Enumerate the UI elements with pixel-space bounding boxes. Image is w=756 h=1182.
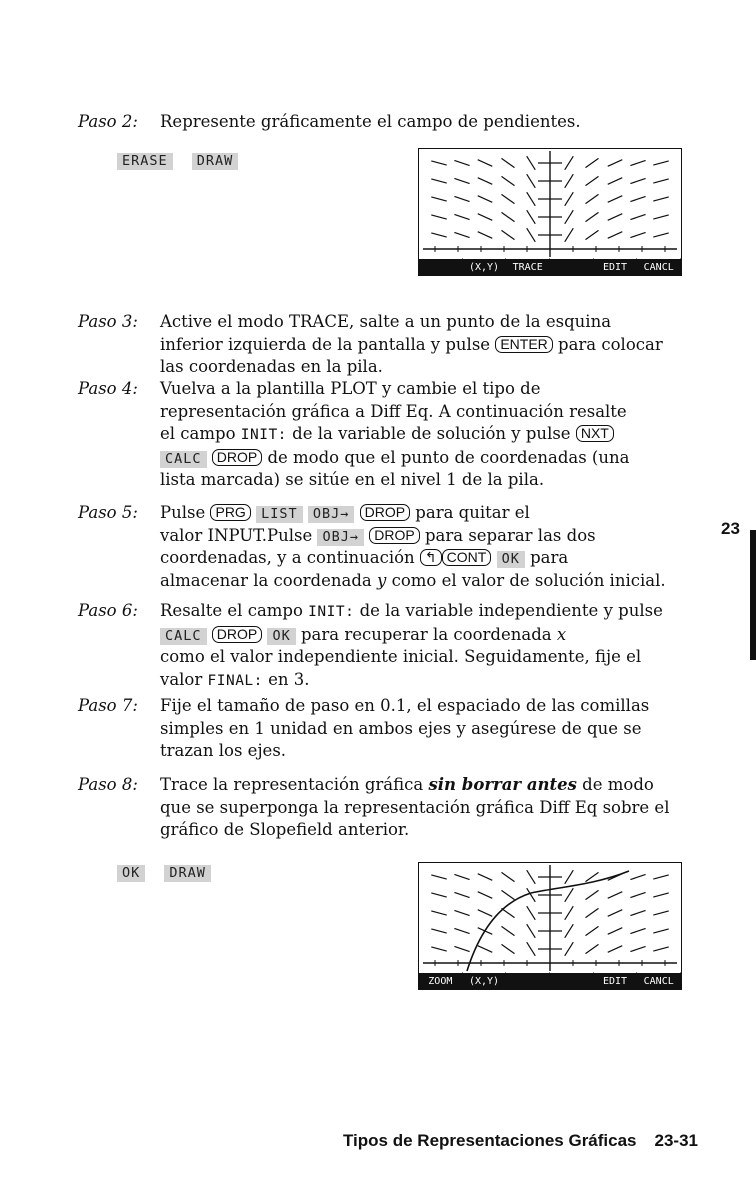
plot-stroke — [565, 906, 574, 920]
text-run: trazan los ejes. — [160, 741, 287, 760]
text-line — [160, 695, 716, 718]
text-run — [354, 503, 359, 522]
plot-stroke — [478, 196, 493, 203]
text-run: como el valor independiente inicial. Seguidamente, fije el — [160, 647, 642, 666]
plot-stroke — [431, 911, 446, 915]
plot-stroke — [585, 944, 598, 953]
text-line — [160, 570, 716, 593]
field-name: FINAL: — [207, 672, 263, 689]
plot-stroke — [608, 232, 623, 239]
text-line — [160, 401, 716, 424]
softkey-list[interactable]: LIST — [256, 506, 303, 523]
text-line — [160, 447, 716, 470]
text-line — [160, 111, 716, 134]
plot-stroke — [585, 926, 598, 935]
softkey-menu-1 — [117, 150, 252, 170]
plot-stroke — [431, 161, 446, 165]
text-line — [160, 646, 716, 669]
plot-stroke — [431, 893, 446, 897]
plot-stroke — [478, 160, 493, 167]
text-run: almacenar la coordenada — [160, 570, 377, 590]
softkey-ok[interactable]: OK — [497, 551, 525, 568]
text-line — [160, 502, 716, 525]
step-text — [160, 378, 716, 492]
math-variable: x — [556, 624, 567, 644]
text-run: Pulse — [160, 503, 211, 522]
screen-menu-2[interactable]: (X,Y) — [463, 972, 507, 989]
text-line — [160, 740, 716, 763]
step-text — [160, 311, 716, 379]
key-cont-button[interactable]: CONT — [442, 549, 492, 566]
plot-stroke — [431, 215, 446, 219]
plot-stroke — [565, 210, 574, 224]
screen-menu-4[interactable] — [550, 258, 594, 275]
plot-stroke — [431, 947, 446, 951]
plot-stroke — [653, 893, 668, 897]
plot-stroke — [653, 947, 668, 951]
plot-stroke — [527, 888, 536, 902]
plot-stroke — [653, 179, 668, 183]
softkey-obj[interactable]: OBJ→ — [317, 529, 364, 546]
plot-stroke — [454, 928, 469, 933]
plot-stroke — [527, 942, 536, 956]
step-text — [160, 111, 716, 134]
plot-stroke — [454, 232, 469, 237]
screen-menu-3[interactable] — [506, 972, 550, 989]
key-nxt-button[interactable]: NXT — [576, 425, 614, 442]
plot-stroke — [630, 910, 645, 915]
text-run: Vuelva a la plantilla PLOT y cambie el tipo de — [160, 379, 541, 398]
plot-stroke — [501, 158, 514, 167]
softkey-obj[interactable]: OBJ→ — [308, 506, 355, 523]
plot-stroke — [630, 178, 645, 183]
plot-stroke — [454, 946, 469, 951]
text-run: las coordenadas en la pila. — [160, 357, 383, 376]
plot-stroke — [478, 910, 493, 917]
step-label: Paso 6: — [78, 601, 138, 620]
text-run: gráfico de Slopefield anterior. — [160, 820, 410, 839]
plot-stroke — [630, 946, 645, 951]
plot-stroke — [454, 892, 469, 897]
plot-stroke — [608, 928, 623, 935]
plot-stroke — [608, 946, 623, 953]
plot-stroke — [527, 228, 536, 242]
plot-stroke — [630, 892, 645, 897]
text-run: representación gráfica a Diff Eq. A continuación resalte — [160, 401, 627, 421]
text-run: Fije el tamaño de paso en 0.1, el espaciado de las comillas — [160, 696, 650, 715]
text-line — [160, 423, 716, 447]
screen-menu-2[interactable]: (X,Y) — [463, 258, 507, 275]
step-text — [160, 502, 716, 592]
text-run: inferior izquierda de la pantalla y pulse — [160, 334, 496, 354]
plot-stroke — [653, 875, 668, 879]
screen-menu-6[interactable]: CANCL — [637, 258, 681, 275]
plot-stroke — [527, 192, 536, 206]
screen-menu-5[interactable]: EDIT — [594, 258, 638, 275]
text-run: Represente gráficamente el campo de pendientes. — [160, 112, 581, 131]
plot-stroke — [467, 871, 629, 971]
plot-stroke — [630, 214, 645, 219]
plot-stroke — [431, 197, 446, 201]
text-run: coordenadas, y a continuación — [160, 548, 420, 567]
softkey-menu-2 — [117, 862, 225, 882]
chapter-tab-bar — [750, 530, 756, 660]
plot-stroke — [585, 230, 598, 239]
plot-stroke — [630, 874, 645, 879]
plot-stroke — [527, 210, 536, 224]
plot-stroke — [565, 942, 574, 956]
plot-stroke — [478, 214, 493, 221]
plot-stroke — [630, 196, 645, 201]
text-run: de modo — [576, 775, 654, 794]
plot-stroke — [653, 215, 668, 219]
text-run: Active el modo TRACE, salte a un punto de la esquina — [160, 312, 612, 331]
text-run: para recuperar la coordenada — [295, 624, 557, 644]
field-name: INIT: — [308, 604, 355, 620]
text-line — [160, 797, 716, 820]
text-run: lista marcada) se sitúe en el nivel 1 de la pila. — [160, 470, 545, 489]
plot-stroke — [501, 908, 514, 917]
plot-stroke — [585, 212, 598, 221]
plot-stroke — [630, 928, 645, 933]
text-run: de la variable de solución y pulse — [286, 424, 576, 443]
plot-stroke — [565, 156, 574, 170]
plot-stroke — [653, 233, 668, 237]
screen-menu-1[interactable] — [419, 258, 463, 275]
plot-stroke — [653, 197, 668, 201]
screen-menu-bar — [419, 258, 681, 275]
plot-stroke — [454, 874, 469, 879]
screen-menu-bar — [419, 972, 681, 989]
step-text — [160, 774, 716, 842]
softkey-calc[interactable]: CALC — [160, 451, 207, 468]
plot-stroke — [585, 194, 598, 203]
plot-stroke — [527, 174, 536, 188]
plot-stroke — [454, 178, 469, 183]
softkey-calc[interactable]: CALC — [160, 628, 207, 645]
text-run: para quitar el — [410, 503, 530, 522]
step-text — [160, 600, 716, 692]
text-run: para colocar — [552, 334, 663, 354]
key-drop-button[interactable]: DROP — [360, 504, 410, 521]
text-run: que se superponga la representación gráfica Diff Eq sobre el — [160, 797, 670, 817]
page-footer — [343, 1131, 698, 1151]
text-run: como el valor de solución inicial. — [386, 570, 666, 590]
key-drop-button[interactable]: DROP — [212, 626, 262, 643]
plot-stroke — [501, 890, 514, 899]
text-run: en 3. — [262, 669, 310, 689]
field-name: INIT: — [240, 427, 287, 443]
text-line — [160, 600, 716, 624]
plot-stroke — [585, 890, 598, 899]
plot-stroke — [478, 178, 493, 185]
plot-stroke — [565, 870, 574, 884]
plot-stroke — [527, 156, 536, 170]
left-shift-key-button[interactable]: ↰ — [420, 549, 442, 566]
plot-stroke — [608, 910, 623, 917]
text-line — [160, 311, 716, 334]
plot-stroke — [431, 929, 446, 933]
slopefield-plot — [419, 149, 681, 259]
step-label: Paso 4: — [78, 379, 138, 398]
plot-stroke — [585, 176, 598, 185]
text-run: de la variable independiente y pulse — [354, 601, 663, 620]
plot-stroke — [478, 874, 493, 881]
screen-menu-3[interactable]: TRACE — [506, 258, 550, 275]
plot-stroke — [653, 911, 668, 915]
plot-stroke — [527, 924, 536, 938]
plot-stroke — [478, 946, 493, 953]
plot-stroke — [585, 158, 598, 167]
plot-stroke — [565, 174, 574, 188]
plot-stroke — [527, 870, 536, 884]
text-line — [160, 624, 716, 647]
plot-stroke — [608, 160, 623, 167]
text-line — [160, 469, 716, 492]
text-line — [160, 819, 716, 842]
chapter-number: 23 — [721, 519, 740, 538]
step-label: Paso 3: — [78, 312, 138, 331]
plot-stroke — [431, 233, 446, 237]
screen-menu-6[interactable]: CANCL — [637, 972, 681, 989]
step-text — [160, 695, 716, 763]
plot-stroke — [608, 178, 623, 185]
key-prg-button[interactable]: PRG — [210, 504, 250, 521]
plot-stroke — [431, 179, 446, 183]
plot-stroke — [608, 196, 623, 203]
calculator-screen-diffeq — [418, 862, 682, 990]
text-run: para separar las dos — [419, 525, 596, 545]
plot-stroke — [454, 196, 469, 201]
plot-stroke — [527, 906, 536, 920]
plot-stroke — [478, 232, 493, 239]
text-run: para — [524, 548, 569, 567]
emphasis: sin borrar antes — [428, 775, 577, 794]
step-label: Paso 7: — [78, 696, 138, 715]
diffeq-plot — [419, 863, 681, 973]
text-run: valor — [160, 669, 208, 689]
plot-stroke — [454, 910, 469, 915]
plot-stroke — [454, 160, 469, 165]
plot-stroke — [501, 194, 514, 203]
plot-stroke — [501, 230, 514, 239]
text-line — [160, 334, 716, 357]
softkey-ok[interactable]: OK — [267, 628, 295, 645]
ok-softkey[interactable]: OK — [117, 865, 145, 882]
plot-stroke — [608, 892, 623, 899]
plot-stroke — [653, 929, 668, 933]
text-run: valor INPUT.Pulse — [160, 525, 318, 545]
plot-stroke — [565, 888, 574, 902]
text-line — [160, 774, 716, 797]
draw-softkey[interactable]: DRAW — [164, 865, 211, 882]
key-enter-button[interactable]: ENTER — [495, 336, 552, 353]
text-run: el campo — [160, 424, 241, 443]
erase-softkey[interactable]: ERASE — [117, 153, 173, 170]
screen-menu-4[interactable] — [550, 972, 594, 989]
screen-menu-5[interactable]: EDIT — [594, 972, 638, 989]
plot-stroke — [501, 926, 514, 935]
text-run: Resalte el campo — [160, 601, 309, 620]
plot-stroke — [501, 212, 514, 221]
key-drop-button[interactable]: DROP — [369, 527, 419, 544]
calculator-screen-slopefield — [418, 148, 682, 276]
draw-softkey[interactable]: DRAW — [192, 153, 239, 170]
plot-stroke — [565, 228, 574, 242]
text-line — [160, 356, 716, 379]
plot-stroke — [630, 232, 645, 237]
plot-stroke — [565, 924, 574, 938]
footer-title: Tipos de Representaciones Gráficas — [342, 1131, 637, 1150]
plot-stroke — [431, 875, 446, 879]
plot-stroke — [653, 161, 668, 165]
screen-menu-1[interactable]: ZOOM — [419, 972, 463, 989]
plot-stroke — [630, 160, 645, 165]
text-line — [160, 547, 716, 570]
text-run: de modo que el punto de coordenadas (una — [262, 447, 630, 467]
text-line — [160, 378, 716, 401]
step-label: Paso 2: — [78, 112, 138, 131]
text-run: simples en 1 unidad en ambos ejes y asegúrese de que se — [160, 718, 642, 738]
plot-stroke — [501, 944, 514, 953]
plot-stroke — [565, 192, 574, 206]
plot-stroke — [585, 908, 598, 917]
plot-stroke — [454, 214, 469, 219]
plot-stroke — [478, 892, 493, 899]
page-number: 23-31 — [654, 1131, 698, 1150]
text-run: Trace la representación gráfica — [160, 775, 429, 794]
plot-stroke — [608, 214, 623, 221]
text-run — [207, 625, 212, 644]
text-line — [160, 669, 716, 693]
step-label: Paso 8: — [78, 775, 138, 794]
text-line — [160, 718, 716, 741]
text-run — [207, 448, 212, 467]
text-line — [160, 525, 716, 548]
key-drop-button[interactable]: DROP — [212, 449, 262, 466]
math-variable: y — [377, 570, 387, 590]
plot-stroke — [501, 176, 514, 185]
step-label: Paso 5: — [78, 503, 138, 522]
plot-stroke — [501, 872, 514, 881]
